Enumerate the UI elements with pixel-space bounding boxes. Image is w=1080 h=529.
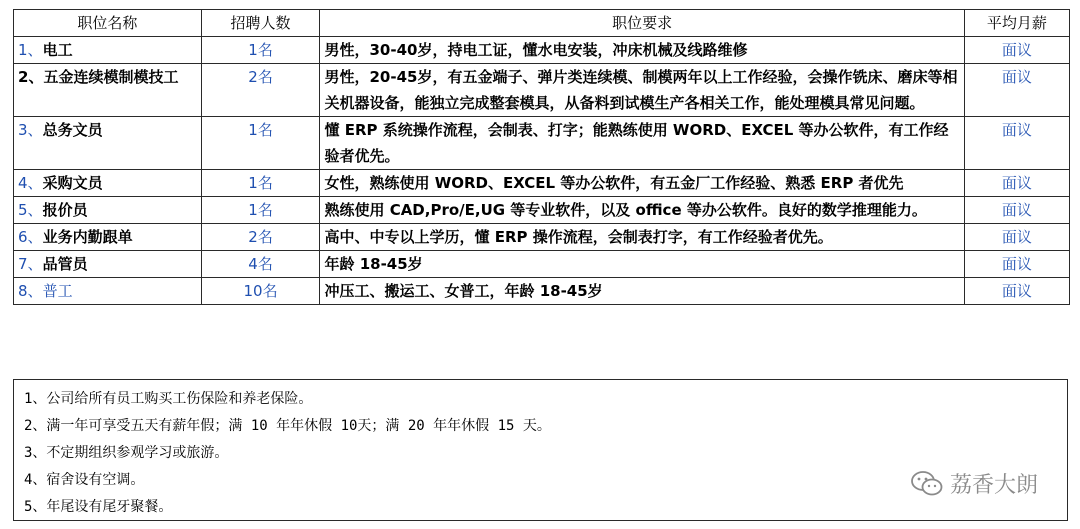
table-row (14, 117, 1070, 170)
position-cell (14, 37, 202, 64)
count-cell: 1名 (201, 37, 320, 64)
row-number: 3 (18, 121, 28, 139)
requirements-cell: 年龄 18-45岁 (320, 251, 964, 278)
benefit-item: 3、不定期组织参观学习或旅游。 (24, 445, 229, 461)
header-salary: 平均月薪 (964, 10, 1069, 37)
position-title: 业务内勤跟单 (42, 228, 133, 246)
header-hiring-count: 招聘人数 (201, 10, 320, 37)
salary-cell: 面议 (964, 37, 1069, 64)
count-cell: 1名 (201, 117, 320, 170)
benefit-item: 1、公司给所有员工购买工伤保险和养老保险。 (24, 391, 313, 407)
watermark (910, 468, 1038, 499)
row-number: 4 (18, 174, 28, 192)
salary-cell: 面议 (964, 251, 1069, 278)
position-cell (14, 251, 202, 278)
table-row (14, 170, 1070, 197)
row-number: 5 (18, 201, 28, 219)
position-title: 普工 (42, 282, 73, 300)
requirements-cell: 懂 ERP 系统操作流程，会制表、打字；能熟练使用 WORD、EXCEL 等办公软件，有工作经验者优先。 (320, 117, 964, 170)
position-cell (14, 224, 202, 251)
row-separator: 、 (27, 41, 43, 59)
watermark-text: 荔香大朗 (949, 473, 1038, 498)
requirements-cell: 高中、中专以上学历，懂 ERP 操作流程，会制表打字，有工作经验者优先。 (320, 224, 964, 251)
row-number: 7 (18, 255, 28, 273)
position-cell (14, 197, 202, 224)
position-title: 电工 (42, 41, 73, 59)
row-separator: 、 (27, 201, 43, 219)
requirements-cell: 男性，20-45岁，有五金端子、弹片类连续模、制模两年以上工作经验，会操作铣床、磨床等相关机器设备，能独立完成整套模具，从备料到试模生产各相关工作，能处理模具常见问题。 (320, 64, 964, 117)
salary-cell: 面议 (964, 197, 1069, 224)
job-table (13, 9, 1070, 305)
header-requirements: 职位要求 (320, 10, 964, 37)
benefit-item: 4、宿舍设有空调。 (24, 472, 145, 488)
row-separator: 、 (27, 174, 43, 192)
position-cell (14, 117, 202, 170)
requirements-cell: 女性，熟练使用 WORD、EXCEL 等办公软件，有五金厂工作经验、熟悉 ERP 者优先 (320, 170, 964, 197)
count-cell: 1名 (201, 197, 320, 224)
row-number: 1 (18, 41, 28, 59)
count-cell: 2名 (201, 64, 320, 117)
row-number: 6 (18, 228, 28, 246)
position-title: 五金连续模制模技工 (43, 68, 179, 86)
salary-cell: 面议 (964, 117, 1069, 170)
row-separator: 、 (27, 228, 43, 246)
count-cell: 2名 (201, 224, 320, 251)
position-title: 报价员 (42, 201, 88, 219)
requirements-cell: 熟练使用 CAD,Pro/E,UG 等专业软件，以及 office 等办公软件。良好的数学推理能力。 (320, 197, 964, 224)
requirements-cell: 男性，30-40岁，持电工证，懂水电安装，冲床机械及线路维修 (320, 37, 964, 64)
benefit-item: 5、年尾设有尾牙聚餐。 (24, 499, 173, 515)
table-row (14, 278, 1070, 305)
table-row (14, 251, 1070, 278)
table-row (14, 224, 1070, 251)
row-number: 8 (18, 282, 28, 300)
row-separator: 、 (27, 255, 43, 273)
table-row (14, 37, 1070, 64)
position-title: 采购文员 (42, 174, 103, 192)
header-position-name: 职位名称 (14, 10, 202, 37)
benefits-box (13, 379, 1068, 521)
row-number: 2 (18, 68, 29, 86)
position-cell (14, 64, 202, 117)
salary-cell: 面议 (964, 170, 1069, 197)
salary-cell: 面议 (964, 64, 1069, 117)
salary-cell: 面议 (964, 224, 1069, 251)
row-separator: 、 (27, 282, 43, 300)
count-cell: 1名 (201, 170, 320, 197)
position-cell (14, 278, 202, 305)
count-cell: 10名 (201, 278, 320, 305)
position-cell (14, 170, 202, 197)
row-separator: 、 (28, 68, 44, 86)
wechat-icon (910, 470, 944, 498)
benefit-item: 2、满一年可享受五天有薪年假；满 10 年年休假 10天；满 20 年年休假 15 天。 (24, 418, 551, 434)
table-header-row (14, 10, 1070, 37)
row-separator: 、 (27, 121, 43, 139)
position-title: 总务文员 (42, 121, 103, 139)
table-row (14, 64, 1070, 117)
position-title: 品管员 (42, 255, 88, 273)
requirements-cell: 冲压工、搬运工、女普工，年龄 18-45岁 (320, 278, 964, 305)
salary-cell: 面议 (964, 278, 1069, 305)
table-row (14, 197, 1070, 224)
count-cell: 4名 (201, 251, 320, 278)
